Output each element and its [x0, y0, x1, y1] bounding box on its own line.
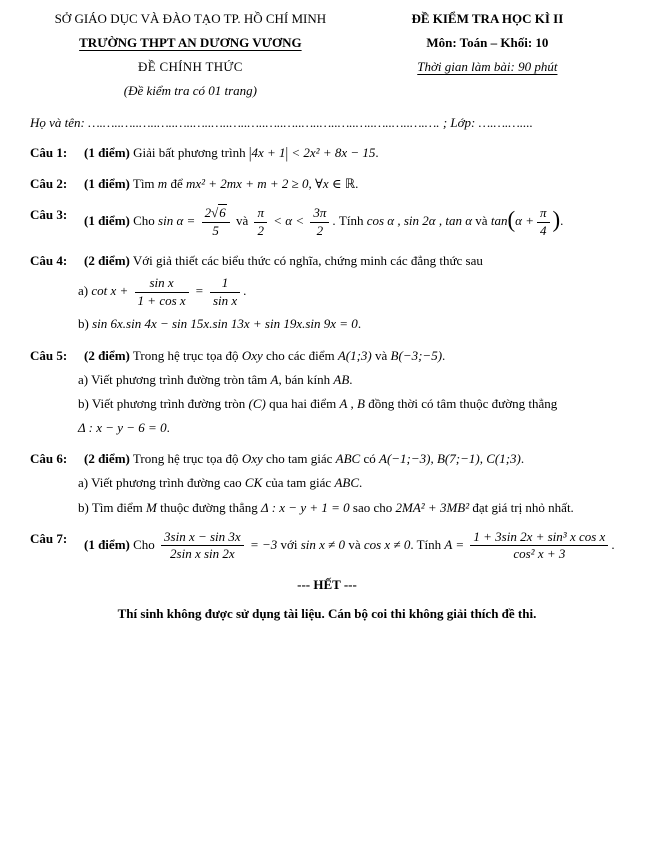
question-3-body	[84, 206, 624, 238]
q6-abc: ABC	[335, 451, 361, 467]
q5-item-a	[78, 371, 624, 388]
q3-text-1: Cho	[133, 213, 155, 229]
q3-sin-alpha: sin α =	[158, 213, 196, 229]
exam-type: ĐỀ CHÍNH THỨC	[138, 59, 243, 75]
q4-a-fraction-1	[135, 276, 189, 308]
q6-b-text-1: b) Tìm điểm	[78, 499, 143, 515]
q5-b-points-ab: A , B	[339, 395, 365, 411]
question-3-label: Câu 3:	[30, 207, 68, 223]
q4-item-a	[78, 276, 624, 308]
q2-text-1: Tìm	[132, 175, 155, 191]
q7-f2-num: 1 + 3sin 2x + sin³ x cos x	[470, 530, 608, 547]
question-1-points: (1 điểm)	[84, 144, 130, 160]
q1-formula-inner: 4x + 1	[251, 144, 286, 160]
q3-text-4: và	[475, 213, 488, 229]
exam-title: ĐỀ KIỂM TRA HỌC KÌ II	[411, 11, 564, 26]
q6-a-period: .	[359, 475, 363, 491]
student-info-line	[30, 114, 624, 131]
question-3-points: (1 điểm)	[84, 213, 130, 229]
q4-a-equals: =	[194, 283, 204, 299]
q4-a-f2-den: sin x	[212, 292, 238, 308]
q6-a-text-2: của tam giác	[265, 475, 332, 491]
q6-b-var-m: M	[146, 499, 157, 515]
q5-item-b-line-2	[78, 419, 624, 436]
q6-points: A(−1;−3), B(7;−1), C(1;3)	[379, 451, 521, 467]
q3-fraction-2	[254, 206, 267, 238]
name-label: Họ và tên:	[30, 114, 85, 130]
q6-item-b	[78, 499, 624, 516]
header-right	[351, 10, 624, 82]
q4-a-fraction-2	[210, 276, 240, 308]
q3-fraction-4	[537, 206, 550, 238]
q7-f1-den: 2sin x sin 2x	[170, 546, 235, 562]
q4-text: Với giả thiết các biểu thức có nghĩa, chứng minh các đẳng thức sau	[132, 253, 483, 269]
question-4	[30, 252, 624, 332]
q7-sin-cond: sin x ≠ 0	[300, 536, 346, 552]
q5-a-var-a: A	[270, 371, 279, 387]
q5-item-b	[78, 395, 624, 412]
question-6-points: (2 điểm)	[84, 451, 130, 467]
q7-text-1: Cho	[133, 536, 155, 552]
q5-point-a: A(1;3)	[337, 347, 372, 363]
exam-rules-note: Thí sinh không được sử dụng tài liệu. Cán bộ coi thi không giải thích đề thi.	[117, 605, 537, 621]
q5-text-1: Trong hệ trục tọa độ	[132, 347, 239, 363]
q3-f1-radicand: 6	[219, 205, 226, 221]
q6-intro	[84, 450, 624, 467]
abs-bar-right: |	[285, 142, 289, 162]
q4-a-label: a)	[78, 283, 89, 299]
q5-b-text-3: đồng thời có tâm thuộc đường thẳng	[368, 395, 558, 411]
question-1-text: Giải bất phương trình	[133, 144, 246, 160]
question-7-points: (1 điểm)	[84, 536, 130, 552]
q5-point-b: B(−3;−5)	[390, 347, 443, 363]
q7-text-2: với	[280, 536, 298, 552]
q4-a-period: .	[243, 283, 247, 299]
q6-text-2: cho tam giác	[266, 451, 333, 467]
q5-b-period: .	[166, 420, 170, 436]
question-4-points: (2 điểm)	[84, 253, 130, 269]
name-fill-dots: ….…..…..…..…..…..…..…..…..…..…..…..…..…..…..…..…..…..….….	[88, 114, 440, 130]
question-5-body	[78, 347, 624, 437]
q3-f1-den: 5	[212, 222, 219, 238]
q1-formula: < 2x² + 8x − 15	[291, 144, 376, 160]
question-3	[30, 206, 624, 238]
big-right-paren: )	[552, 207, 561, 233]
q7-period: .	[611, 536, 615, 552]
question-1-label: Câu 1:	[30, 144, 68, 160]
end-marker: --- HẾT ---	[297, 576, 357, 592]
q3-f3-den: 2	[316, 222, 324, 238]
question-1	[30, 144, 624, 161]
q4-b-formula: sin 6x.sin 4x − sin 15x.sin 13x + sin 19x.sin 9x = 0	[92, 316, 358, 332]
abs-bar-left: |	[248, 142, 252, 162]
q4-b-period: .	[357, 316, 362, 332]
q3-period: .	[560, 213, 564, 229]
q3-alpha-plus: α +	[515, 213, 534, 229]
question-7	[30, 530, 624, 562]
q7-f1-num: 3sin x − sin 3x	[161, 530, 244, 547]
q7-a-equals: A =	[444, 536, 465, 552]
q7-f2-den: cos² x + 3	[513, 546, 566, 562]
q6-b-text-2: thuộc đường thẳng	[160, 499, 258, 515]
q3-fraction-1	[202, 206, 230, 238]
question-5-points: (2 điểm)	[84, 347, 130, 363]
q6-text-1: Trong hệ trục tọa độ	[132, 451, 239, 467]
question-7-label: Câu 7:	[30, 530, 68, 546]
q3-f4-den: 4	[539, 222, 547, 238]
q4-a-cot: cot x +	[91, 283, 129, 299]
q3-fraction-3	[310, 206, 329, 238]
q1-period: .	[375, 144, 379, 160]
q5-b-text-2: qua hai điểm	[269, 395, 337, 411]
q5-a-period: .	[349, 371, 353, 387]
question-6-label: Câu 6:	[30, 451, 68, 467]
q4-a-f1-den: 1 + cos x	[137, 292, 186, 308]
q3-f2-den: 2	[257, 222, 264, 238]
q6-period: .	[520, 451, 525, 467]
q5-a-text-1: a) Viết phương trình đường tròn tâm	[78, 371, 268, 387]
q6-a-abc: ABC	[334, 475, 359, 491]
q2-period: .	[355, 175, 359, 191]
q7-cos-cond: cos x ≠ 0	[363, 536, 411, 552]
q5-oxy: Oxy	[241, 347, 263, 363]
q5-period: .	[442, 347, 446, 363]
q5-b-circle-c: (C)	[248, 395, 266, 411]
question-6-body	[78, 450, 624, 515]
header-left	[30, 10, 351, 107]
q6-a-text-1: a) Viết phương trình đường cao	[78, 475, 242, 491]
question-2	[30, 175, 624, 192]
q5-intro	[84, 347, 624, 364]
q6-b-text-3: sao cho	[352, 499, 393, 515]
class-fill-dots: ….….…....	[478, 114, 533, 130]
q6-b-delta-line: Δ : x − y + 1 = 0	[261, 499, 350, 515]
q6-b-text-4: đạt giá trị nhỏ nhất.	[472, 499, 574, 515]
q5-a-var-ab: AB	[333, 371, 350, 387]
q5-b-text-1: b) Viết phương trình đường tròn	[78, 395, 246, 411]
question-4-label: Câu 4:	[30, 253, 68, 269]
question-4-body	[78, 252, 624, 332]
q6-oxy: Oxy	[241, 451, 263, 467]
q3-text-3: . Tính	[332, 213, 364, 229]
header	[30, 10, 624, 107]
question-5	[30, 347, 624, 437]
q5-a-text-2: , bán kính	[278, 371, 331, 387]
q3-f2-num: π	[254, 206, 267, 223]
q4-a-f1-num: sin x	[135, 276, 189, 293]
q4-item-b	[78, 315, 624, 332]
big-left-paren: (	[507, 207, 516, 233]
q7-equals-neg3: = −3	[249, 536, 278, 552]
question-7-body	[84, 530, 624, 562]
q7-text-3: và	[348, 536, 361, 552]
q2-text-2: để	[170, 175, 183, 191]
school-name: TRƯỜNG THPT AN DƯƠNG VƯƠNG	[79, 35, 302, 51]
q3-tan: tan	[490, 213, 508, 229]
q6-text-3: có	[363, 451, 376, 467]
subject-line: Môn: Toán – Khối: 10	[426, 35, 549, 51]
question-2-body	[84, 175, 624, 192]
q3-f3-num: 3π	[310, 206, 329, 223]
q2-formula: mx² + 2mx + m + 2 ≥ 0, ∀x ∈ ℝ	[185, 175, 356, 191]
q3-f4-num: π	[537, 206, 550, 223]
q5-text-3: và	[375, 347, 388, 363]
q3-compute-list: cos α , sin 2α , tan α	[366, 213, 473, 229]
q2-var-m: m	[157, 175, 168, 191]
q7-fraction-1	[161, 530, 244, 562]
q6-item-a	[78, 474, 624, 491]
q4-b-label: b)	[78, 316, 89, 332]
class-label: ; Lớp:	[442, 114, 476, 130]
department-name: SỞ GIÁO DỤC VÀ ĐÀO TẠO TP. HỒ CHÍ MINH	[54, 11, 327, 26]
q7-fraction-2	[470, 530, 608, 562]
q4-a-f2-num: 1	[210, 276, 240, 293]
duration-line: Thời gian làm bài: 90 phút	[417, 59, 558, 75]
q6-b-expression: 2MA² + 3MB²	[395, 499, 470, 515]
question-1-body	[84, 144, 624, 161]
q3-f1-coef: 2√	[204, 205, 219, 221]
q3-alpha-ineq: < α <	[273, 213, 305, 229]
q3-text-2: và	[235, 213, 249, 229]
question-2-label: Câu 2:	[30, 175, 68, 191]
q5-text-2: cho các điểm	[266, 347, 335, 363]
q6-a-ck: CK	[244, 475, 263, 491]
question-5-label: Câu 5:	[30, 347, 68, 363]
question-2-points: (1 điểm)	[84, 175, 130, 191]
page-count-note: (Đề kiểm tra có 01 trang)	[123, 83, 257, 99]
question-6	[30, 450, 624, 515]
q4-intro	[84, 252, 624, 269]
q5-b-delta-line: Δ : x − y − 6 = 0	[78, 420, 167, 436]
q7-text-4: . Tính	[410, 536, 442, 552]
